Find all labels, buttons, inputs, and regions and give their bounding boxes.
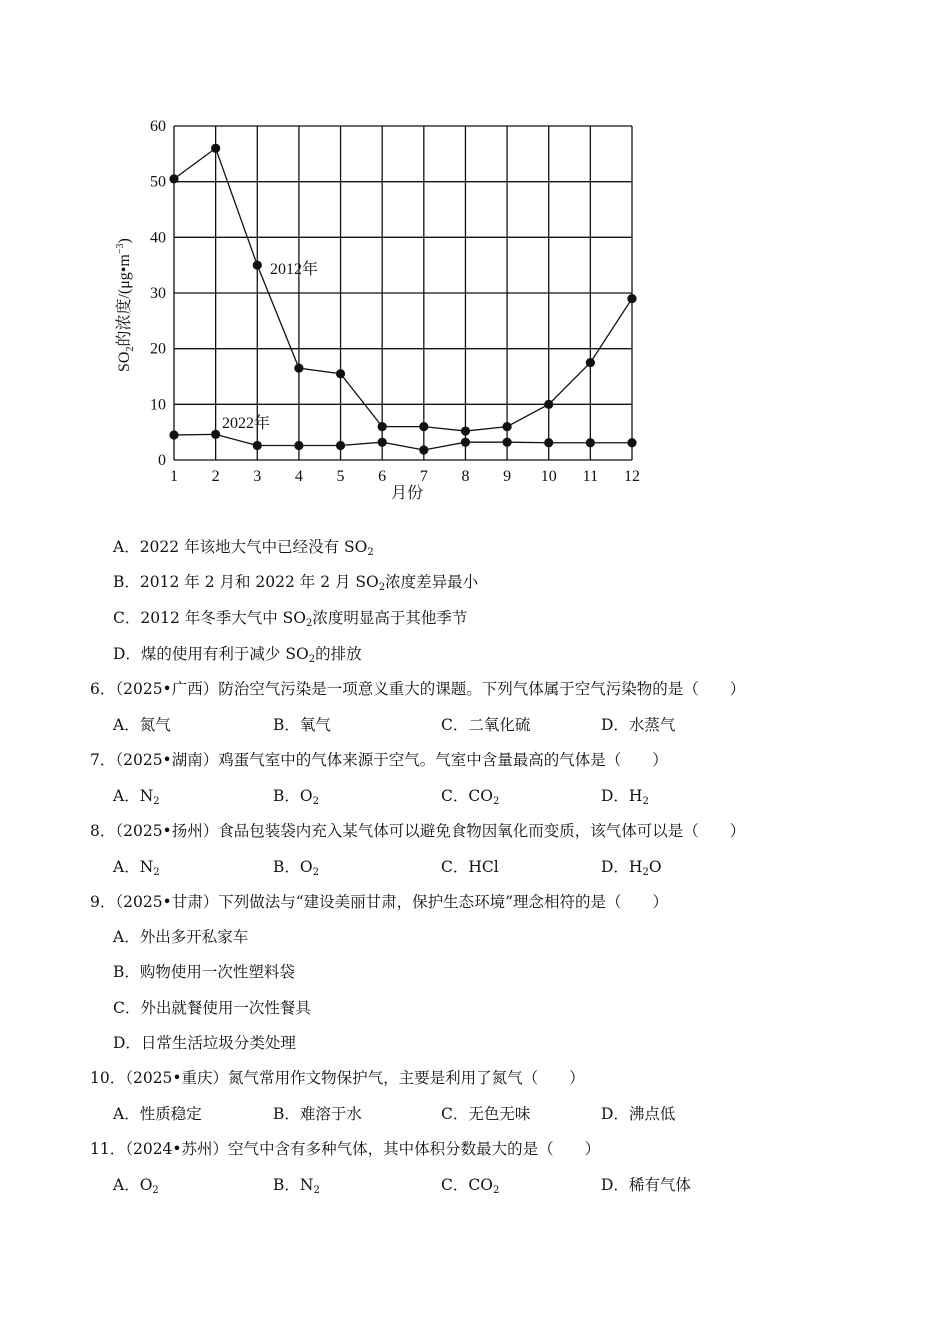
q11-option-c: C．$CO_2$	[441, 1176, 500, 1196]
x-tick-5: 5	[336, 468, 345, 485]
x-tick-11: 11	[582, 468, 599, 485]
q8-option-d: D．$H_2O$	[601, 858, 662, 878]
chart-grid	[174, 126, 632, 460]
series-0-point-12	[627, 294, 636, 303]
series-0-point-4	[294, 364, 303, 373]
y-tick-60: 60	[150, 118, 166, 135]
y-tick-50: 50	[150, 173, 166, 191]
series-0-point-5	[336, 369, 345, 378]
q9-option-a: A．外出多开私家车	[113, 928, 249, 946]
x-tick-2: 2	[211, 468, 220, 485]
q7-option-a: A．$N_2$	[113, 787, 160, 807]
q11-option-a: A．$O_2$	[113, 1176, 159, 1196]
q7-option-c: C．$CO_2$	[441, 787, 500, 807]
chart-series	[169, 144, 636, 455]
q7-option-d: D．$H_2$	[601, 787, 649, 807]
q6-option-b: B．氧气	[273, 716, 331, 734]
q5-option-c: C．2012 年冬季大气中 $SO_2$浓度明显高于其他季节	[113, 609, 468, 629]
y-tick-10: 10	[150, 396, 166, 414]
series-0-point-10	[544, 400, 553, 409]
q8-option-b: B．$O_2$	[273, 858, 319, 878]
series-1-point-1	[169, 430, 178, 439]
x-tick-10: 10	[540, 468, 557, 485]
q5-option-b: B．2012 年 2 月和 2022 年 2 月 $SO_2$浓度差异最小	[113, 573, 479, 593]
series-1-point-11	[586, 438, 595, 447]
q7-stem: 7．（2025•湖南）鸡蛋气室中的气体来源于空气。气室中含量最高的气体是（ ）	[90, 751, 668, 769]
series-0-point-7	[419, 422, 428, 431]
series-0-point-6	[378, 422, 387, 431]
series-label-2012: 2012年	[270, 261, 319, 278]
q6-option-c: C．二氧化硫	[441, 716, 531, 734]
series-0-point-9	[502, 422, 511, 431]
y-tick-0: 0	[158, 452, 166, 469]
series-1-point-4	[294, 441, 303, 450]
series-1-point-9	[502, 438, 511, 447]
series-0-point-3	[253, 261, 262, 270]
x-tick-8: 8	[461, 468, 470, 485]
series-1-point-10	[544, 438, 553, 447]
series-1-point-8	[461, 438, 470, 447]
q9-option-b: B．购物使用一次性塑料袋	[113, 963, 295, 981]
y-tick-30: 30	[150, 285, 166, 302]
series-1-point-12	[627, 438, 636, 447]
series-1-point-2	[211, 430, 220, 439]
q5-option-a: A．2022 年该地大气中已经没有 $SO_2$	[113, 538, 374, 558]
q6-stem: 6．（2025•广西）防治空气污染是一项意义重大的课题。下列气体属于空气污染物的是（ ）	[90, 680, 746, 698]
so2-line-chart	[100, 110, 660, 510]
q10-stem: 10．（2025•重庆）氮气常用作文物保护气，主要是利用了氮气（ ）	[90, 1069, 585, 1087]
series-0-point-8	[461, 426, 470, 435]
x-tick-12: 12	[624, 468, 640, 485]
q7-option-b: B．$O_2$	[273, 787, 319, 807]
x-tick-1: 1	[170, 468, 178, 485]
q9-stem: 9．（2025•甘肃）下列做法与“建设美丽甘肃，保护生态环境”理念相符的是（ ）	[90, 893, 669, 911]
x-tick-4: 4	[294, 468, 303, 485]
series-0-point-11	[586, 358, 595, 367]
q9-option-d: D．日常生活垃圾分类处理	[113, 1034, 296, 1052]
y-axis-label-close: )	[116, 238, 133, 244]
x-tick-6: 6	[378, 468, 387, 485]
y-axis-label-text: 的浓度/(μg•m	[116, 254, 133, 347]
q10-option-a: A．性质稳定	[113, 1105, 202, 1123]
y-axis-label-so: SO	[116, 351, 133, 372]
series-0-point-2	[211, 144, 220, 153]
q8-option-c: C．HCl	[441, 858, 499, 876]
y-tick-40: 40	[150, 229, 166, 247]
q10-option-c: C．无色无味	[441, 1105, 531, 1123]
y-axis-label	[115, 238, 136, 372]
series-0-point-1	[169, 174, 178, 183]
series-1-point-7	[419, 445, 428, 454]
series-label-2022: 2022年	[222, 415, 271, 432]
series-1-point-3	[253, 441, 262, 450]
series-line-1	[174, 434, 632, 450]
series-1-point-6	[378, 438, 387, 447]
y-tick-20: 20	[150, 340, 166, 358]
q5-option-d: D．煤的使用有利于减少 $SO_2$的排放	[113, 645, 362, 665]
x-tick-9: 9	[503, 468, 512, 485]
x-tick-7: 7	[419, 468, 428, 485]
q6-option-a: A．氮气	[113, 716, 171, 734]
q9-option-c: C．外出就餐使用一次性餐具	[113, 999, 311, 1017]
series-line-0	[174, 148, 632, 431]
x-axis-label: 月份	[390, 485, 424, 502]
q6-option-d: D．水蒸气	[601, 716, 676, 734]
q11-option-b: B．$N_2$	[273, 1176, 320, 1196]
q10-option-d: D．沸点低	[601, 1105, 676, 1123]
q8-option-a: A．$N_2$	[113, 858, 160, 878]
q8-stem: 8．（2025•扬州）食品包装袋内充入某气体可以避免食物因氧化而变质，该气体可以是（ ）	[90, 822, 746, 840]
q11-option-d: D．稀有气体	[601, 1176, 691, 1194]
q11-stem: 11．（2024•苏州）空气中含有多种气体，其中体积分数最大的是（ ）	[90, 1140, 601, 1158]
y-axis-label-sub: 2	[125, 346, 136, 352]
x-tick-3: 3	[253, 468, 262, 485]
series-1-point-5	[336, 441, 345, 450]
y-axis-label-sup: −3	[115, 243, 126, 255]
q10-option-b: B．难溶于水	[273, 1105, 362, 1123]
